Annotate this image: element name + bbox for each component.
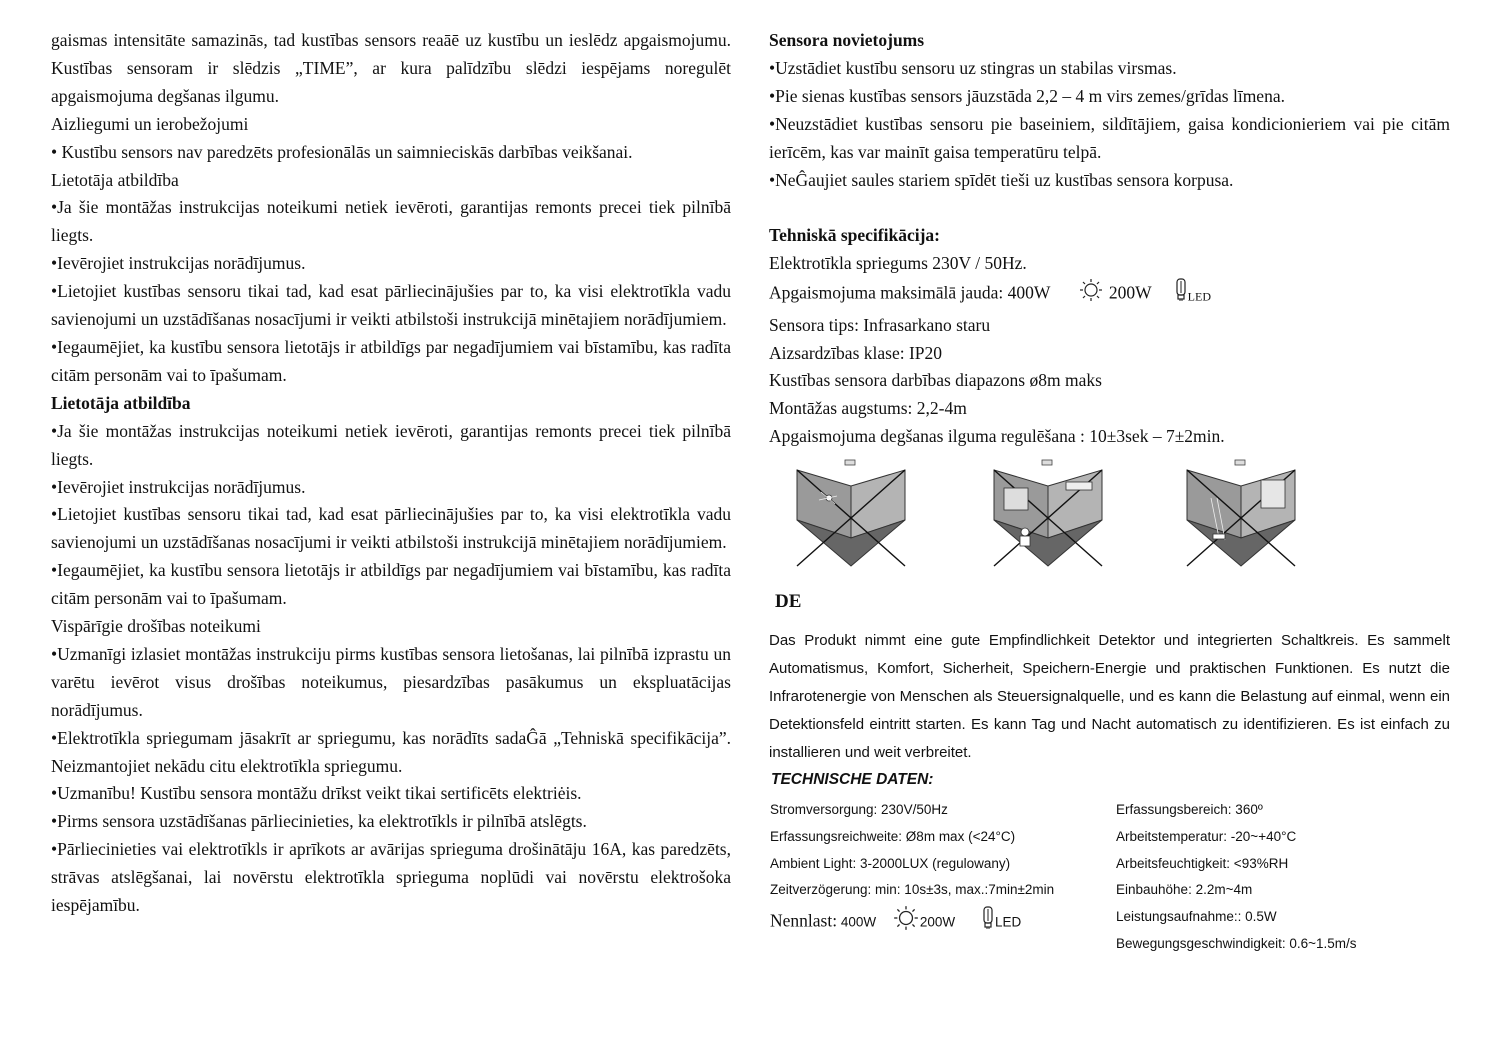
left-column xyxy=(51,27,731,920)
left-paragraph: •Iegaumējiet, ka kustību sensora lietotājs ir atbildīgs par negadījumiem vai bīstamību, kas radīta citām personām vai to īpašumam. xyxy=(51,336,731,385)
de-spec-row: Leistungsaufnahme:: 0.5W xyxy=(1116,909,1277,925)
de-spec-row: Zeitverzögerung: min: 10s±3s, max.:7min±2min xyxy=(770,882,1055,898)
figure-sunlight xyxy=(1185,458,1297,578)
de-specs-left xyxy=(770,797,1110,931)
technische-daten-title: TECHNISCHE DATEN: xyxy=(771,771,934,788)
left-paragraph: Aizliegumi un ierobežojumi xyxy=(51,113,249,134)
spec-protection: Aizsardzības klase: IP20 xyxy=(769,342,943,363)
left-paragraph: •Pirms sensora uzstādīšanas pārliecinieties, ka elektrotīkls ir pilnībā atslēgts. xyxy=(51,811,587,832)
crossed-room-illustration-icon xyxy=(992,458,1104,573)
section-heading: Lietotāja atbildība xyxy=(51,392,191,413)
left-paragraph: •Elektrotīkla spriegumam jāsakrīt ar spriegumu, kas norādīts sadaĜā „Tehniskā specifikācija”. Neizmantojiet nekādu citu elektrotīkla spriegumu. xyxy=(51,727,731,776)
placement-figures xyxy=(795,458,1455,578)
left-paragraph: •Uzmanību! Kustību sensora montāžu drīkst veikt tikai sertificēts elektriėis. xyxy=(51,783,582,804)
de-spec-row: Einbauhöhe: 2.2m~4m xyxy=(1116,882,1253,898)
spec-timing: Apgaismojuma degšanas ilguma regulēšana : 10±3sek – 7±2min. xyxy=(769,426,1225,447)
led-lamp-icon xyxy=(981,904,995,942)
nennlast-bulb-value: 200W xyxy=(919,914,956,930)
placement-item: •NeĜaujiet saules stariem spīdēt tieši uz kustības sensora korpusa. xyxy=(769,169,1234,190)
de-spec-row: Arbeitsfeuchtigkeit: <93%RH xyxy=(1116,855,1289,871)
placement-item: •Pie sienas kustības sensors jāuzstāda 2,2 – 4 m virs zemes/grīdas līmena. xyxy=(769,85,1285,106)
right-column xyxy=(769,27,1450,451)
de-heading: DE xyxy=(775,591,802,612)
spec-max-power xyxy=(769,278,1450,311)
left-paragraph: •Iegaumējiet, ka kustību sensora lietotājs ir atbildīgs par negadījumiem vai bīstamību, kas radīta citām personām vai to īpašumam. xyxy=(51,560,731,609)
crossed-room-illustration-icon xyxy=(795,458,907,573)
left-paragraph: gaismas intensitāte samazinās, tad kustības sensors reaāē uz kustību un ieslēdz apgaismojumu. Kustības sensoram ir slēdzis „TIME”, ar kura palīdzību slēdzi iespējams noregulēt apgaismojuma degšanas ilgumu. xyxy=(51,30,731,106)
figure-heater xyxy=(795,458,907,578)
de-spec-row: Stromversorgung: 230V/50Hz xyxy=(770,802,948,817)
spec-sensor-type: Sensora tips: Infrasarkano staru xyxy=(769,314,991,335)
left-paragraph: Lietotāja atbildība xyxy=(51,169,179,190)
spec-voltage: Elektrotīkla spriegums 230V / 50Hz. xyxy=(769,253,1027,274)
spec-range: Kustības sensora darbības diapazons ø8m maks xyxy=(769,370,1102,391)
tech-spec-heading: Tehniskā specifikācija: xyxy=(769,225,940,246)
de-spec-row: Ambient Light: 3-2000LUX (regulowany) xyxy=(770,855,1011,871)
de-spec-row: Arbeitstemperatur: -20~+40°C xyxy=(1116,828,1297,844)
left-paragraph: •Lietojiet kustības sensoru tikai tad, kad esat pārliecinājušies par to, ka visi elektrotīkla vadu savienojumi un uzstādīšanas nosacījumi ir veikti atbilstoši instrukcijā minētajiem norādījumiem. xyxy=(51,281,731,330)
bulb-icon xyxy=(1078,278,1104,311)
bulb-icon xyxy=(892,904,920,942)
de-spec-row: Erfassungsreichweite: Ø8m max (<24°C) xyxy=(770,828,1016,844)
placement-heading: Sensora novietojums xyxy=(769,30,925,50)
placement-item: •Uzstādiet kustību sensoru uz stingras un stabilas virsmas. xyxy=(769,57,1177,78)
left-paragraph: • Kustību sensors nav paredzēts profesionālās un saimnieciskās darbības veikšanai. xyxy=(51,141,633,162)
led-label: LED xyxy=(1187,289,1211,304)
nennlast-value: 400W xyxy=(840,914,877,930)
de-specs-right xyxy=(1116,797,1456,958)
left-paragraph: •Ievērojiet instrukcijas norādījumus. xyxy=(51,476,306,497)
spec-bulb-value: 200W xyxy=(1108,282,1152,303)
left-paragraph: Vispārīgie drošības noteikumi xyxy=(51,616,261,637)
led-lamp-icon xyxy=(1174,278,1188,311)
left-paragraph: •Ievērojiet instrukcijas norādījumus. xyxy=(51,253,306,274)
nennlast-label: Nennlast: xyxy=(770,910,838,931)
left-paragraph: •Ja šie montāžas instrukcijas noteikumi netiek ievēroti, garantijas remonts precei tiek pilnībā liegts. xyxy=(51,197,731,246)
de-description xyxy=(769,627,1450,767)
spec-height: Montāžas augstums: 2,2-4m xyxy=(769,398,967,419)
left-paragraph: •Uzmanīgi izlasiet montāžas instrukciju pirms kustības sensora lietošanas, lai pilnībā izprastu un varētu ievērot visus drošības noteikumus, piesardzības pasākumus un ekspluatācijas norādījumus. xyxy=(51,643,731,720)
left-paragraph: •Lietojiet kustības sensoru tikai tad, kad esat pārliecinājušies par to, ka visi elektrotīkla vadu savienojumi un uzstādīšanas nosacījumi ir veikti atbilstoši instrukcijā minētajiem norādījumiem. xyxy=(51,504,731,553)
nennlast-led-label: LED xyxy=(994,914,1022,930)
de-spec-row: Erfassungsbereich: 360º xyxy=(1116,802,1263,817)
de-spec-nennlast xyxy=(770,904,1110,931)
de-paragraph: Das Produkt nimmt eine gute Empfindlichkeit Detektor und integrierten Schaltkreis. Es sammelt Automatismus, Komfort, Sicherheit, Speichern-Energie und praktischen Funktionen. Es nutzt die Infrarotenergie von Menschen als Steuersignalquelle, und es kann die Belastung auf einmal, wenn ein Detektionsfeld eintritt starten. Es kann Tag und Nacht automatisch zu identifizieren. Es ist einfach zu installieren und weit verbreitet. xyxy=(769,632,1450,761)
left-paragraph: •Pārliecinieties vai elektrotīkls ir aprīkots ar avārijas sprieguma drošinātāju 16A, kas paredzēts, strāvas atslēgšanai, lai novērstu elektrotīkla sprieguma noplūdi vai novērstu elektrošoka iespējamību. xyxy=(51,839,731,916)
crossed-room-illustration-icon xyxy=(1185,458,1297,573)
figure-air-conditioner xyxy=(992,458,1104,578)
left-paragraph: •Ja šie montāžas instrukcijas noteikumi netiek ievēroti, garantijas remonts precei tiek pilnībā liegts. xyxy=(51,420,731,469)
placement-item: •Neuzstādiet kustības sensoru pie baseiniem, sildītājiem, gaisa kondicionieriem vai pie citām ierīcēm, kas var mainīt gaisa temperatūru telpā. xyxy=(769,113,1450,162)
de-spec-row: Bewegungsgeschwindigkeit: 0.6~1.5m/s xyxy=(1116,935,1357,951)
spec-max-power-label: Apgaismojuma maksimālā jauda: 400W xyxy=(769,282,1051,303)
